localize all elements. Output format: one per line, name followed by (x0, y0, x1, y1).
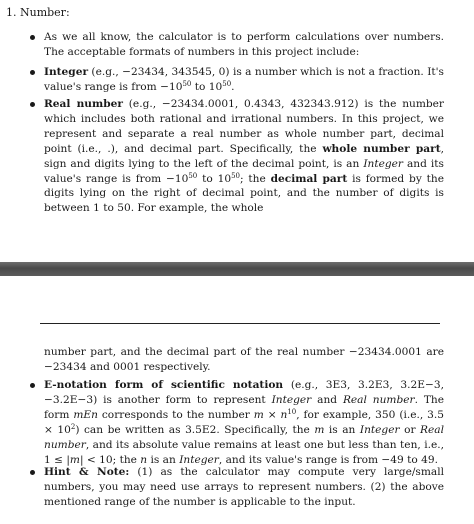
list-item-e-notation (44, 378, 444, 467)
enot-italic: Real number (342, 393, 415, 406)
integer-text: (e.g., −23434, 343545, 0) is a number which is not a fraction. It's value's range is from −10 (44, 66, 444, 93)
exponent: 50 (231, 171, 240, 180)
bullet-icon (30, 383, 35, 388)
list-item-integer (44, 65, 444, 95)
enot-text: , and its value's range is from −49 to 49. (218, 453, 438, 466)
enot-italic: m (69, 453, 80, 466)
enot-text: × (263, 408, 281, 421)
enot-italic: n (140, 453, 148, 466)
enot-italic: n (280, 408, 288, 421)
bullet-icon (30, 35, 35, 40)
enot-italic: Real number (44, 423, 444, 451)
list-item-real-number (44, 97, 444, 216)
enot-italic: Integer (179, 453, 219, 466)
enot-italic: m (314, 423, 325, 436)
page-bottom (0, 276, 474, 524)
enot-italic: mEn (73, 408, 98, 421)
enot-text: | < 10; the (79, 453, 141, 466)
exponent: 50 (222, 79, 232, 88)
exponent: 2 (70, 422, 76, 431)
enot-italic: Integer (359, 423, 400, 436)
real-text: , sign and digits lying to the left of the decimal point, is an (44, 142, 444, 170)
enot-italic: m (253, 408, 264, 421)
bullet-icon (30, 470, 35, 475)
intro-text: As we all know, the calculator is to perform calculations over numbers. The acceptable formats of numbers in this project include: (44, 31, 444, 58)
enot-text: , and its absolute value remains at least one but less than ten, i.e., 1 ≤ | (44, 438, 444, 466)
enot-text: (e.g., 3E3, 3.2E3, 3.2E−3, −3.2E−3) is another form to represent (44, 379, 444, 406)
section-title: 1. Number: (6, 6, 70, 19)
page-break-bar (0, 262, 474, 276)
enot-text: , for example, 350 (i.e., 3.5 × 10 (44, 408, 444, 436)
page-header-rule (40, 323, 440, 324)
real-text: is formed by the digits lying on the right of decimal point, and the number of digits is between 1 to 50. For example, the whole (44, 172, 445, 215)
term-e-notation: E-notation form of scientific notation (44, 379, 284, 391)
enot-text: or (399, 423, 421, 436)
real-text: ; the (240, 172, 271, 185)
bullet-icon (30, 70, 35, 75)
term-integer: Integer (44, 66, 89, 78)
term-decimal-part: decimal part (270, 172, 348, 185)
integer-text: to 10 (191, 80, 223, 93)
exponent: 10 (287, 407, 297, 416)
enot-text: corresponds to the number (97, 408, 254, 421)
enot-text: ) can be written as 3.5E2. Specifically, the (75, 423, 315, 436)
real-text: and its value's range is from −10 (44, 157, 444, 185)
exponent: 50 (188, 171, 198, 180)
enot-italic: Integer (271, 393, 312, 406)
enot-text: is an (147, 453, 180, 466)
term-real-number: Real number (44, 98, 123, 110)
enot-text: and (311, 393, 343, 406)
exponent: 50 (182, 79, 192, 88)
real-number-continuation (44, 345, 444, 375)
real-text: to 10 (197, 172, 232, 185)
bullet-icon (30, 102, 35, 107)
term-hint-note: Hint & Note: (44, 466, 130, 478)
term-whole-number-part: whole number part (322, 142, 441, 155)
continuation-text: number part, and the decimal part of the real number −23434.0001 are −23434 and 0001 respectively. (44, 346, 444, 373)
real-italic: Integer (363, 157, 403, 170)
enot-text: is an (324, 423, 360, 436)
list-item-hint-note (44, 465, 444, 510)
list-item-intro (44, 30, 444, 60)
real-text: (e.g., −23434.0001, 0.4343, 432343.912) is the number which includes both rational and irrational numbers. In this project, we represent and separate a real number as whole number part, decimal point (i.e., .), and decimal part. Specifically, the (44, 98, 444, 155)
integer-text: . (231, 80, 235, 93)
hint-text: (1) as the calculator may compute very large/small numbers, you may need use arrays to represent numbers. (2) the above mentioned range of the number is applicable to the input. (44, 466, 444, 508)
enot-text: . The form (44, 393, 445, 421)
